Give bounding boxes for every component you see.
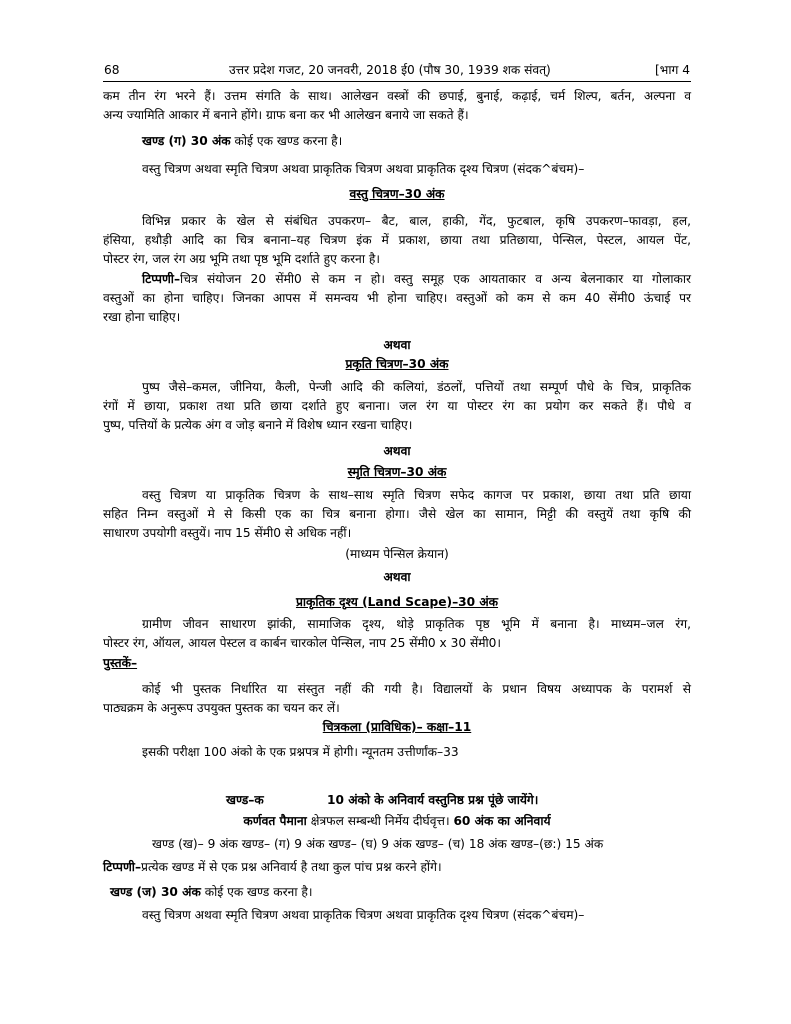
- exam-line: इसकी परीक्षा 100 अंको के एक प्रश्नपत्र में होगी। न्यूनतम उत्तीर्णांक–33: [142, 745, 459, 759]
- text-line: पोस्टर रंग, ऑयल, आयल पेस्टल व कार्बन चारकोल पेन्सिल, नाप 25 सेंमी0 x 30 सेंमी0।: [103, 636, 502, 650]
- vastu-paragraph: [103, 212, 691, 269]
- prakriti-heading: प्रकृति चित्रण–30 अंक: [345, 357, 449, 371]
- section-j-line: [110, 883, 312, 902]
- options-line: वस्तु चित्रण अथवा स्मृति चित्रण अथवा प्राकृतिक चित्रण अथवा प्राकृतिक दृश्य चित्रण (संदक^बंचम)–: [142, 162, 585, 176]
- section-g-line: [142, 132, 342, 151]
- karnavat-label: कर्णवत पैमाना: [243, 814, 307, 828]
- medium-note: (माध्यम पेन्सिल क्रेयान): [345, 547, 449, 561]
- books-heading: पुस्तकें–: [103, 656, 138, 670]
- note1-label: टिप्पणी–: [142, 272, 181, 286]
- chitrakala-heading: चित्रकला (प्राविधिक)– कक्षा–11: [322, 720, 472, 734]
- section-g-text: कोई एक खण्ड करना है।: [234, 134, 343, 148]
- karnavat-mid: क्षेत्रफल सम्बन्धी निर्मेय दीर्घवृत्त।: [306, 814, 454, 828]
- text-line: पाठ्यक्रम के अनुरूप उपयुक्त पुस्तक का चयन कर लें।: [103, 701, 340, 715]
- vastu-heading: वस्तु चित्रण–30 अंक: [349, 187, 445, 201]
- karnavat-line: [103, 812, 691, 831]
- section-ka-text: 10 अंको के अनिवार्य वस्तुनिष्ठ प्रश्न पूंछे जायेंगे।: [327, 793, 539, 807]
- smriti-heading: स्मृति चित्रण–30 अंक: [347, 465, 447, 479]
- text-line: पुष्प जैसे–कमल, जीनिया, कैली, पेन्जी आदि की कलियां, डंठलों, पत्तियों तथा सम्पूर्ण पौधे के चित्र, प्राकृतिक: [142, 380, 691, 394]
- karnavat-end: 60 अंक का अनिवार्य: [453, 814, 551, 828]
- text-line: [103, 270, 691, 289]
- athva-heading-3: अथवा: [383, 570, 411, 584]
- text-line: ग्रामीण जीवन साधारण झांकी, सामाजिक दृश्य, थोड़े प्राकृतिक पृष्ठ भूमि में बनाना है। माध्यम–जल रंग,: [142, 617, 691, 631]
- athva-heading-2: अथवा: [383, 444, 411, 458]
- section-j-label: खण्ड (ज) 30 अंक: [110, 885, 201, 899]
- note1-paragraph: [103, 270, 691, 327]
- options-line-2: वस्तु चित्रण अथवा स्मृति चित्रण अथवा प्राकृतिक चित्रण अथवा प्राकृतिक दृश्य चित्रण (संदक^बंचम)–: [142, 908, 585, 922]
- text-line: सहित निम्न वस्तुओं मे से किसी एक का चित्र बनाना होगा। जैसे खेल का सामान, मिट्टी की वस्तुयें तथा कृषि की: [103, 507, 691, 521]
- smriti-paragraph: [103, 486, 691, 543]
- athva-heading-1: अथवा: [383, 338, 411, 352]
- text-line: पुष्प, पत्तियों के प्रत्येक अंग व जोड़ बनाने में विशेष ध्यान रखना चाहिए।: [103, 418, 413, 432]
- section-ka-label: खण्ड–क: [226, 793, 264, 807]
- page-number: 68: [104, 63, 120, 77]
- text-line: कोई भी पुस्तक निर्धारित या संस्तुत नहीं की गयी है। विद्यालयों के प्रधान विषय अध्यापक के परामर्श से: [142, 682, 691, 696]
- note2-line: [103, 858, 442, 877]
- note2-label: टिप्पणी–: [103, 860, 142, 874]
- landscape-heading: प्राकृतिक दृश्य (Land Scape)–30 अंक: [295, 595, 499, 609]
- intro-paragraph: [103, 87, 691, 125]
- part-label: [भाग 4: [655, 63, 690, 77]
- text-line: साधारण उपयोगी वस्तुयें। नाप 15 सेंमी0 से अधिक नहीं।: [103, 526, 352, 540]
- text-line: रंगों में छाया, प्रकाश तथा प्रति छाया दर्शाते हुए बनाना। जल रंग या पोस्टर रंग का प्रयोग कर सकते हैं। पौधे व: [103, 399, 691, 413]
- text-line: वस्तु चित्रण या प्राकृतिक चित्रण के साथ–साथ स्मृति चित्रण सफेद कागज पर प्रकाश, छाया तथा प्रति छाया: [142, 488, 691, 502]
- section-g-label: खण्ड (ग) 30 अंक: [142, 134, 231, 148]
- note2-text: प्रत्येक खण्ड में से एक प्रश्न अनिवार्य है तथा कुल पांच प्रश्न करने होंगे।: [141, 860, 442, 874]
- text-line: कम तीन रंग भरने हैं। उत्तम संगति के साथ। आलेखन वस्त्रों की छपाई, बुनाई, कढ़ाई, चर्म शिल्प, बर्तन, अल्पना व: [103, 89, 691, 103]
- text-line: हंसिया, हथौड़ी आदि का चित्र बनाना–यह चित्रण इंक में प्रकाश, छाया तथा प्रतिछाया, पेन्सिल, पेस्टल, आयल पेंट,: [103, 233, 691, 247]
- prakriti-paragraph: [103, 378, 691, 435]
- page-header: [103, 59, 691, 82]
- sections-marks-line: खण्ड (ख)– 9 अंक खण्ड– (ग) 9 अंक खण्ड– (घ) 9 अंक खण्ड– (च) 18 अंक खण्ड–(छ:) 15 अंक: [152, 837, 604, 851]
- gazette-title: उत्तर प्रदेश गजट, 20 जनवरी, 2018 ई0 (पौष 30, 1939 शक संवत्): [229, 63, 551, 77]
- landscape-paragraph: [103, 615, 691, 653]
- text-line: रखा होना चाहिए।: [103, 310, 181, 324]
- section-j-text: कोई एक खण्ड करना है।: [204, 885, 313, 899]
- text-line: अन्य ज्यामिति आकार में बनाने होंगे। ग्राफ बना कर भी आलेखन बनाये जा सकते हैं।: [103, 108, 469, 122]
- text-line: विभिन्न प्रकार के खेल से संबंधित उपकरण– बैट, बाल, हाकी, गेंद, फुटबाल, कृषि उपकरण–फावड़ा, हल,: [142, 214, 691, 228]
- books-paragraph: [103, 680, 691, 718]
- text-line: वस्तुओं का होना चाहिए। जिनका आपस में समन्वय भी होना चाहिए। वस्तुओं को कम से कम 40 सेंमी0 ऊंचाई पर: [103, 291, 691, 305]
- text-line: पोस्टर रंग, जल रंग अग्र भूमि तथा पृष्ठ भूमि दर्शाते हुए करना है।: [103, 252, 380, 266]
- note1-text: चित्र संयोजन 20 सेंमी0 से कम न हो। वस्तु समूह एक आयताकार व अन्य बेलनाकार या गोलाकार: [180, 272, 691, 286]
